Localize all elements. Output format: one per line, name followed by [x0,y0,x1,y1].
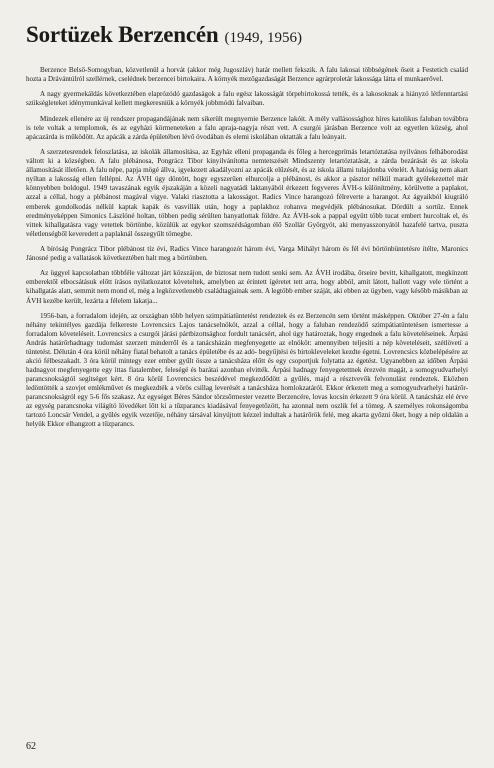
page-number: 62 [26,741,36,752]
paragraph-2: A nagy gyermekáldás következtében elaprózódó gazdaságok a falu egész lakosságát törpebirtokossá tették, és a lakosoknak a hiányzó létfenntartási szükségleteket idénymunkával kellett megkeresniük a környék jobbmódú falvaiban. [26,90,468,108]
paragraph-7: 1956-ban, a forradalom idején, az országban több helyen szimpátiatüntetést rendeztek és ez Berzencén sem történt másképpen. Október 27-én a falu néhány tekintélyes gazdája felkereste Lovrencsics Lajos tanácselnököt, azzal a céllal, hogy a faluban rendezödő szimpátiatüntetésen ismertesse a forradalom követeléseit. Lovrencsics a csurgói járási pártbizottsághoz fordult tanácsért, ahol úgy határoztak, hogy engednek a falu követeléseinek. Árpási András határőrhadnagy tudomást szerzett minderről és a tanácsházán megfenyegette az elnököt: amennyiben teljesíti a nép követeléseit, szétlövetí a tüntetést. Délután 4 óra körül néhány fiatal behatolt a tanács épületébe és az adó- begyűjtési és birtokleveleket kezdte égetni. Lovrencsics közbelépésére az akció félbeszakadt. 3 óra körül mintegy ezer ember gyűlt össze a tanácsháza előtt és egy csoportjuk folytatta az égetést. Ugyanebben az időben Árpási hadnagyot megfenyegette egy ittas fiatalember, feleségé és barátai azonban elvitték. Árpási hadnagy fenyegetettnek érezvén magát, a somogyudvarhelyi parancsnokságtól segítséget kért. 8 óra körül Lovrencsics beszédével megkezdődött a gyűlés, majd a résztvevők felvonulást rendeztek. Eközben ledöntötték a szovjet emlékművet és megkezdték a vörös csillag leverését a tanácsháza homlokzatáról. Ekkor érkezett meg a somogyudvarhelyi határőr-parancsnokságról egy 5-6 fős szakasz. Az egységet Béres Sándor törzsőrmester vezette Berzencére, lovas kocsin érkezett 9 óra körül. A tanácsház elé érve az egység parancsnoka világító lövedéket lőtt ki a tűzparancs kiadásával fenyegetőzött, ha azonnal nem oszlik fel a tömeg. A személyes rokonságomba tartozó Loncsár Vendel, a gyűlés egyik vezetője, néhány társával kinyújtott kézzel indultak a határőrök felé, meg akarta győzni őket, hogy a nép oldalán a helyük Ekkor elhangzott a tűzparancs. [26,311,468,429]
paragraph-1: Berzence Belső-Somogyban, közvetlenül a horvát (akkor még Jugoszláv) határ mellett fekszik. A falu lakosai többségének őseit a Festetich család hozta a Drávántúlról szellérnek, cselédnek berzencei birtokaira. A környék mezőgazdaságát Berzence agrárproletár lakossága látta el munkaerővel. [26,66,468,84]
paragraph-3: Mindezek ellenére az új rendszer propagandájának nem sikerült megnyernie Berzence lakóit. A mély vallásossághoz híres katolikus faluban továbbra is tele voltak a templomok, és az egyházi körmeneteken a falu apraja-nagyja részt vett. A csurgói járásban Berzence volt az egyetlen község, ahol apácazárda is működött. Az apácák a zárda épületében lévő óvodában és elemi iskolában oktatták a falu leányait. [26,114,468,141]
paragraph-6: Az üggyel kapcsolatban többféle változat járt közszájon, de biztosat nem tudott senki sem. Az ÁVH irodába, őrseire bevitt, kihallgatott, megkínzott emberektől elbocsátásuk előtt írásos nyilatkozatot követeltek, amelyben az érintett ígéretet tett arra, hogy abból, amit látott, hallott vagy vele történt a kihallgatás alatt, semmit nem mond el, még a legközvetlenebb családtagjainak sem. A legtöbb ember száját, aki ebben az ügyben, vagy később másikban az ÁVH kezébe került, lezárta a félelem lakatja... [26,269,468,305]
page-subtitle: (1949, 1956) [224,30,302,46]
title-row [26,22,468,48]
page-title: Sortüzek Berzencén [26,22,219,47]
paragraph-4: A szerzetesrendek feloszlatása, az iskolák államosítása, az Egyház elleni propaganda és főleg a hercegprímás letartóztatása nyilvános felháborodást váltott ki a községben. A falu plébánosa, Pongrácz Tibor kinyilvánította nemtetszését Mindszenty letartóztatását, a zárda bezárását és az iskola államosítását illetően. A falu népe, papja mögé állva, igyekezett akadályozni az apácák elűzését, és az iskola állami tulajdonba vételét. A hatóság nem akart nyíltan a lakosság ellen fellépni. Az ÁVH úgy döntött, hogy egyszerűen elhurcolja a plébánost, és akkor a pásztor nélkül maradt gyülekezettel már könnyebben boldogul. 1949 tavaszának egyik éjszakáján a közeli nagyatádi laktanyából érkezett fegyveres ÁVH-s különítmény, körülvette a paplakot, azzal a céllal, hogy a plébánost magával vigye. Valaki riasztotta a lakosságot. Radics Vince harangozó félreverte a harangot. Az ágyaikból kiugráló emberek gondolkodás nélkül kaptak kapák és vasvillák után, hogy a paplakhoz rohanva megvédjék plébánosukat. Dördült a sortűz. Ennek eredményeképpen Simonics Lászlóné holtan, többen pedig sérülten hanyatlottak földre. Az ÁVH-sok a pappal együtt több tucat embert hurcoltak el, és vittek kihallgatásra vagy vetettek börtönbe, közülük az egykor szomszédságomban élő Szollár Györgyöt, aki menyasszonyától hazafelé tartva, puszta véletlenségből keveredett a paplaknál összegyűlt tömegbe. [26,148,468,238]
article-body [26,66,468,429]
paragraph-5: A bíróság Pongrácz Tibor plébánost tíz évi, Radics Vince harangozót három évi, Varga Mihályt három és fél évi börtönbüntetésre ítélte, Maronics Jánosné pedig a vallatások következtében halt meg a börtönben. [26,244,468,263]
